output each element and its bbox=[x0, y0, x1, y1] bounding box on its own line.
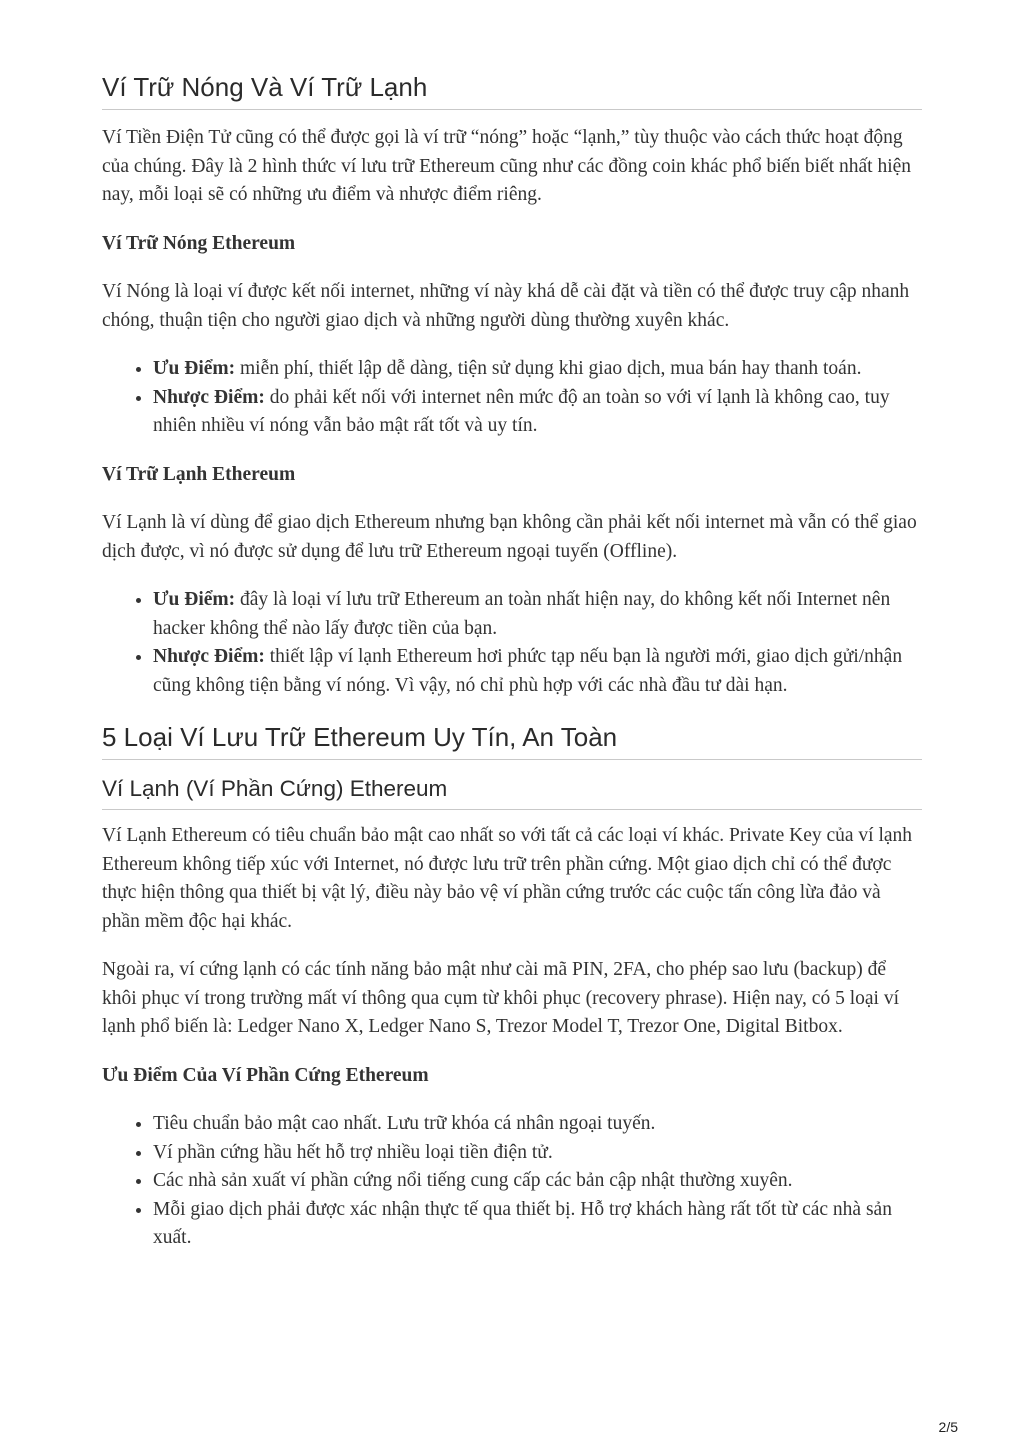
hot-wallet-list bbox=[102, 355, 922, 441]
advantages-title: Ưu Điểm Của Ví Phần Cứng Ethereum bbox=[102, 1064, 429, 1086]
advantages-list bbox=[102, 1110, 922, 1253]
pros-text: đây là loại ví lưu trữ Ethereum an toàn nhất hiện nay, do không kết nối Internet nên hacker không thể nào lấy được tiền của bạn. bbox=[153, 589, 891, 639]
intro-paragraph: Ví Tiền Điện Tử cũng có thể được gọi là ví trữ “nóng” hoặc “lạnh,” tùy thuộc vào cách thức hoạt động của chúng. Đây là 2 hình thức ví lưu trữ Ethereum cũng như các đồng coin khác phổ biến biết nhất hiện nay, mỗi loại sẽ có những ưu điểm và nhược điểm riêng. bbox=[102, 127, 912, 205]
list-item bbox=[153, 586, 922, 643]
cold-wallet-paragraph: Ví Lạnh là ví dùng để giao dịch Ethereum nhưng bạn không cần phải kết nối internet mà vẫn có thể giao dịch được, vì nó được sử dụng để lưu trữ Ethereum ngoại tuyến (Offline). bbox=[102, 512, 917, 562]
list-item bbox=[153, 384, 922, 441]
cons-text: thiết lập ví lạnh Ethereum hơi phức tạp nếu bạn là người mới, giao dịch gửi/nhận cũng không tiện bằng ví nóng. Vì vậy, nó chỉ phù hợp với các nhà đầu tư dài hạn. bbox=[153, 646, 903, 696]
list-item: • Tiêu chuẩn bảo mật cao nhất. Lưu trữ khóa cá nhân ngoại tuyến. bbox=[153, 1110, 922, 1139]
hot-wallet-title: Ví Trữ Nóng Ethereum bbox=[102, 232, 296, 254]
cons-label: Nhược Điểm: bbox=[153, 386, 265, 408]
document-content bbox=[102, 70, 922, 1273]
hardware-wallet-paragraph-2: Ngoài ra, ví cứng lạnh có các tính năng bảo mật như cài mã PIN, 2FA, cho phép sao lưu (backup) để khôi phục ví trong trường mất ví thông qua cụm từ khôi phục (recovery phrase). Hiện nay, có 5 loại ví lạnh phổ biến là: Ledger Nano X, Ledger Nano S, Trezor Model T, Trezor One, Digital Bitbox. bbox=[102, 959, 899, 1037]
list-item: • Mỗi giao dịch phải được xác nhận thực tế qua thiết bị. Hỗ trợ khách hàng rất tốt từ các nhà sản xuất. bbox=[153, 1196, 922, 1253]
cold-wallet-list bbox=[102, 586, 922, 700]
pros-label: Ưu Điểm: bbox=[153, 589, 236, 610]
list-item: • Các nhà sản xuất ví phần cứng nổi tiếng cung cấp các bản cập nhật thường xuyên. bbox=[153, 1167, 922, 1196]
page-number: 2/5 bbox=[938, 1419, 958, 1435]
pros-label: Ưu Điểm: bbox=[153, 358, 236, 379]
list-item bbox=[153, 355, 922, 384]
list-item: • Ví phần cứng hầu hết hỗ trợ nhiều loại tiền điện tử. bbox=[153, 1139, 922, 1168]
section-heading-five-wallets: 5 Loại Ví Lưu Trữ Ethereum Uy Tín, An Toàn bbox=[102, 720, 922, 760]
cold-wallet-title: Ví Trữ Lạnh Ethereum bbox=[102, 463, 296, 485]
hot-wallet-paragraph: Ví Nóng là loại ví được kết nối internet, những ví này khá dễ cài đặt và tiền có thể được truy cập nhanh chóng, thuận tiện cho người giao dịch và những người dùng thường xuyên khác. bbox=[102, 281, 910, 331]
pros-text: miễn phí, thiết lập dễ dàng, tiện sử dụng khi giao dịch, mua bán hay thanh toán. bbox=[235, 358, 862, 379]
cons-text: do phải kết nối với internet nên mức độ an toàn so với ví lạnh là không cao, tuy nhiên nhiều ví nóng vẫn bảo mật rất tốt và uy tín. bbox=[153, 386, 890, 436]
list-item bbox=[153, 643, 922, 700]
hardware-wallet-paragraph-1: Ví Lạnh Ethereum có tiêu chuẩn bảo mật cao nhất so với tất cả các loại ví khác. Private Key của ví lạnh Ethereum không tiếp xúc với Internet, nó được lưu trữ trên phần cứng. Một giao dịch chỉ có thể được thực hiện thông qua thiết bị vật lý, điều này bảo vệ ví phần cứng trước các cuộc tấn công lừa đảo và phần mềm độc hại khác. bbox=[102, 825, 913, 932]
section-heading-hot-cold-wallets: Ví Trữ Nóng Và Ví Trữ Lạnh bbox=[102, 70, 922, 110]
cons-label: Nhược Điểm: bbox=[153, 646, 265, 667]
subsection-heading-hardware-wallet: Ví Lạnh (Ví Phần Cứng) Ethereum bbox=[102, 774, 922, 810]
